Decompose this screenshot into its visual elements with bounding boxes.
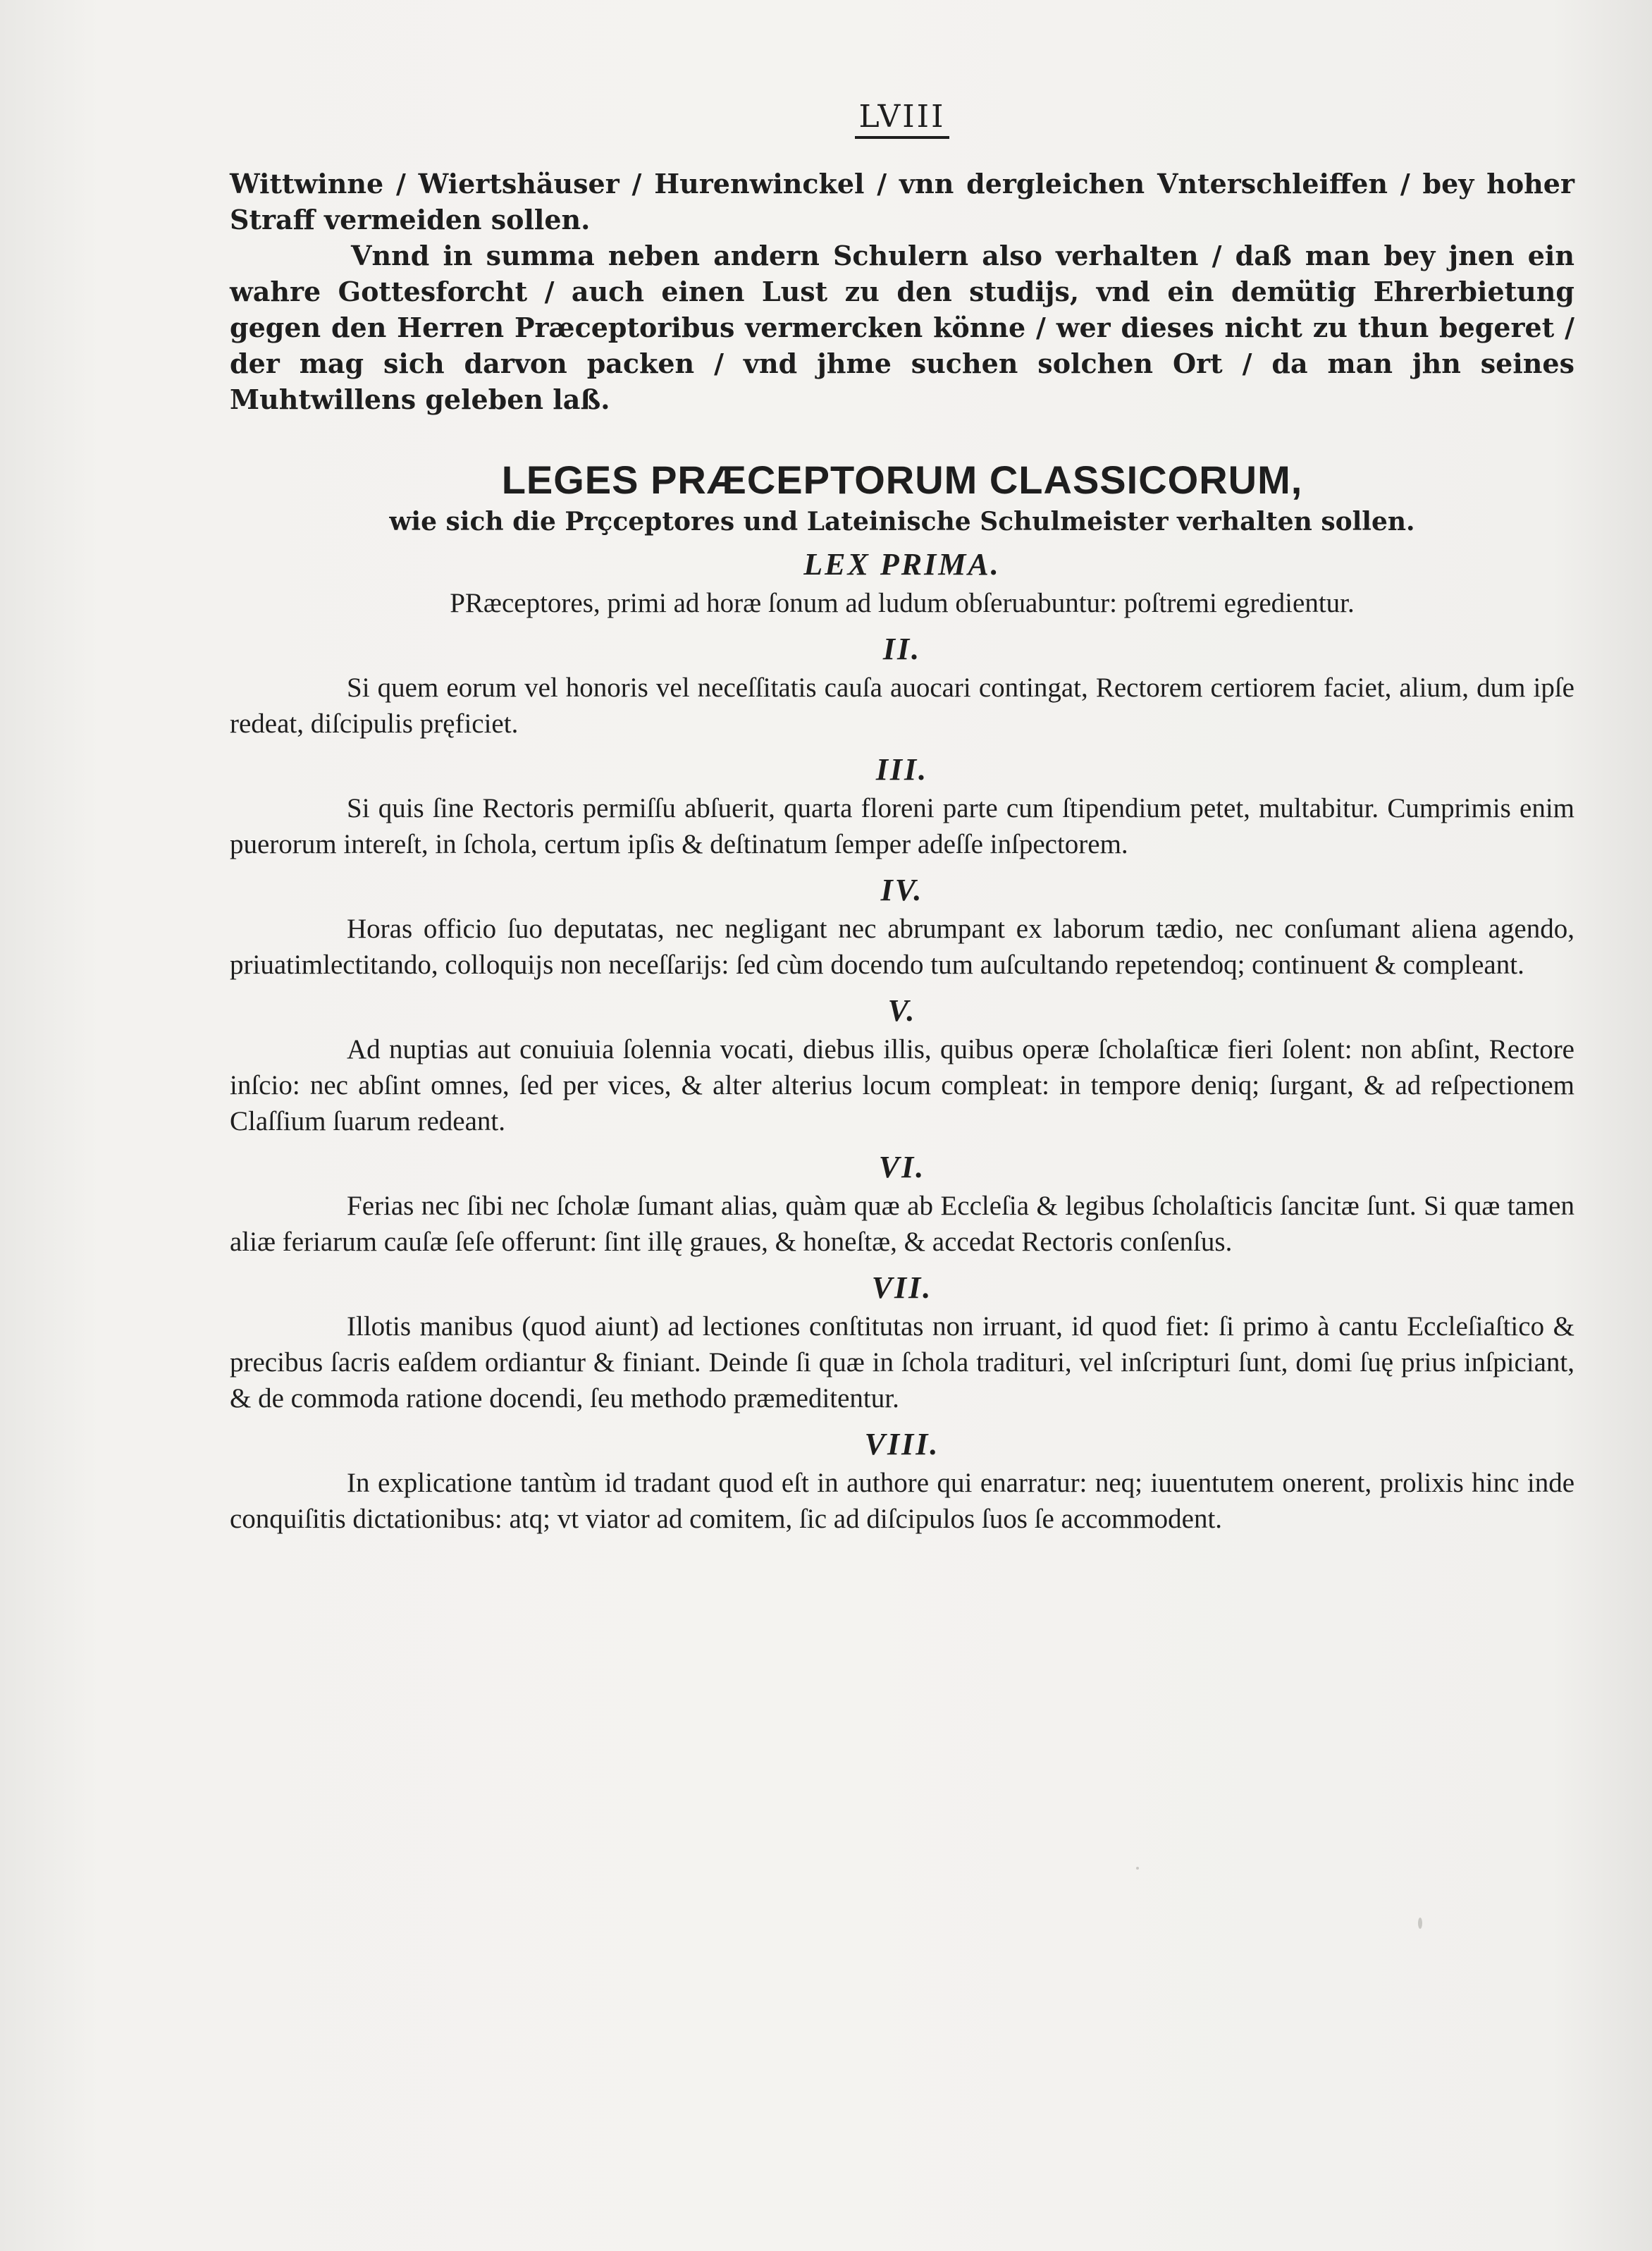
leges-title: LEGES PRÆCEPTORUM CLASSICORUM, xyxy=(501,458,1303,502)
lex-heading-5: V. xyxy=(887,993,917,1028)
lex-text-8: In explicatione tantùm id tradant quod eſt in authore qui enarratur: neq; iuuentutem onerent, prolixis hinc inde conquiſitis dictationibus: atq; vt viator ad comitem, ſic ad diſcipulos ſuos ſe accommodent. xyxy=(230,1468,1574,1534)
lex-heading-3: III. xyxy=(875,752,929,787)
lex-text-1: PRæceptores, primi ad horæ ſonum ad ludum obſeruabuntur: poſtremi egredientur. xyxy=(450,588,1355,618)
lex-heading-1: LEX PRIMA. xyxy=(803,547,1001,582)
lex-text-6: Ferias nec ſibi nec ſcholæ ſumant alias, quàm quæ ab Eccleſia & legibus ſcholaſticis ſancitæ ſunt. Si quæ tamen aliæ feriarum cauſæ ſeſe offerunt: ſint illę graues, & honeſtæ, & accedat Rectoris conſenſus. xyxy=(230,1191,1574,1257)
paper-speck xyxy=(1136,1867,1139,1870)
lex-heading-8: VIII. xyxy=(864,1427,940,1461)
lex-text-3: Si quis ſine Rectoris permiſſu abſuerit, quarta floreni parte cum ſtipendium petet, multabitur. Cumprimis enim puerorum intereſt, in ſchola, certum ipſis & deſtinatum ſemper adeſſe inſpectorem. xyxy=(230,793,1574,859)
lex-text-7: Illotis manibus (quod aiunt) ad lectiones conſtitutas non irruant, id quod fiet: ſi primo à cantu Eccleſiaſtico & precibus ſacris eaſdem ordiantur & finiant. Deinde ſi quæ in ſchola tradituri, vel inſcripturi ſunt, domi ſuę prius inſpiciant, & de commoda ratione docendi, ſeu methodo præmeditentur. xyxy=(230,1311,1574,1413)
paper-speck xyxy=(1418,1918,1422,1929)
fraktur-paragraph-1: Wittwinne / Wiertshäuser / Hurenwinckel / vnn dergleichen Vnterschleiffen / bey hoher Straff vermeiden sollen. xyxy=(230,168,1574,235)
lex-heading-4: IV. xyxy=(880,873,924,907)
lex-text-4: Horas officio ſuo deputatas, nec negligant nec abrumpant ex laborum tædio, nec conſumant aliena agendo, priuatimlectitando, colloquijs non neceſſarijs: ſed cùm docendo tum auſcultando repetendoq; continuent & compleant. xyxy=(230,914,1574,980)
lex-heading-6: VI. xyxy=(878,1150,926,1184)
fraktur-paragraph-2: Vnnd in summa neben andern Schulern also verhalten / daß man bey jnen ein wahre Gottesforcht / auch einen Lust zu den studijs, vnd ein demütig Ehrerbietung gegen den Herren Præceptoribus vermercken könne / wer dieses nicht zu thun begeret / der mag sich darvon packen / vnd jhme suchen solchen Ort / da man jhn seines Muhtwillens geleben laß. xyxy=(230,240,1574,415)
lex-heading-7: VII. xyxy=(871,1270,933,1305)
lex-text-5: Ad nuptias aut conuiuia ſolennia vocati, diebus illis, quibus operæ ſcholaſticæ fieri ſolent: non abſint, Rectore inſcio: nec abſint omnes, ſed per vices, & alter alterius locum compleat: in tempore deniq; ſurgant, & ad reſpectionem Claſſium ſuarum redeant. xyxy=(230,1034,1574,1136)
page-content xyxy=(230,99,1574,1541)
lex-text-2: Si quem eorum vel honoris vel neceſſitatis cauſa auocari contingat, Rectorem certiorem faciet, alium, dum ipſe redeat, diſcipulis pręficiet. xyxy=(230,673,1574,739)
lex-heading-2: II. xyxy=(882,632,922,666)
page-number: LVIII xyxy=(230,99,1574,139)
leges-subtitle: wie sich die Prçceptores und Lateinische Schulmeister verhalten sollen. xyxy=(389,507,1415,536)
